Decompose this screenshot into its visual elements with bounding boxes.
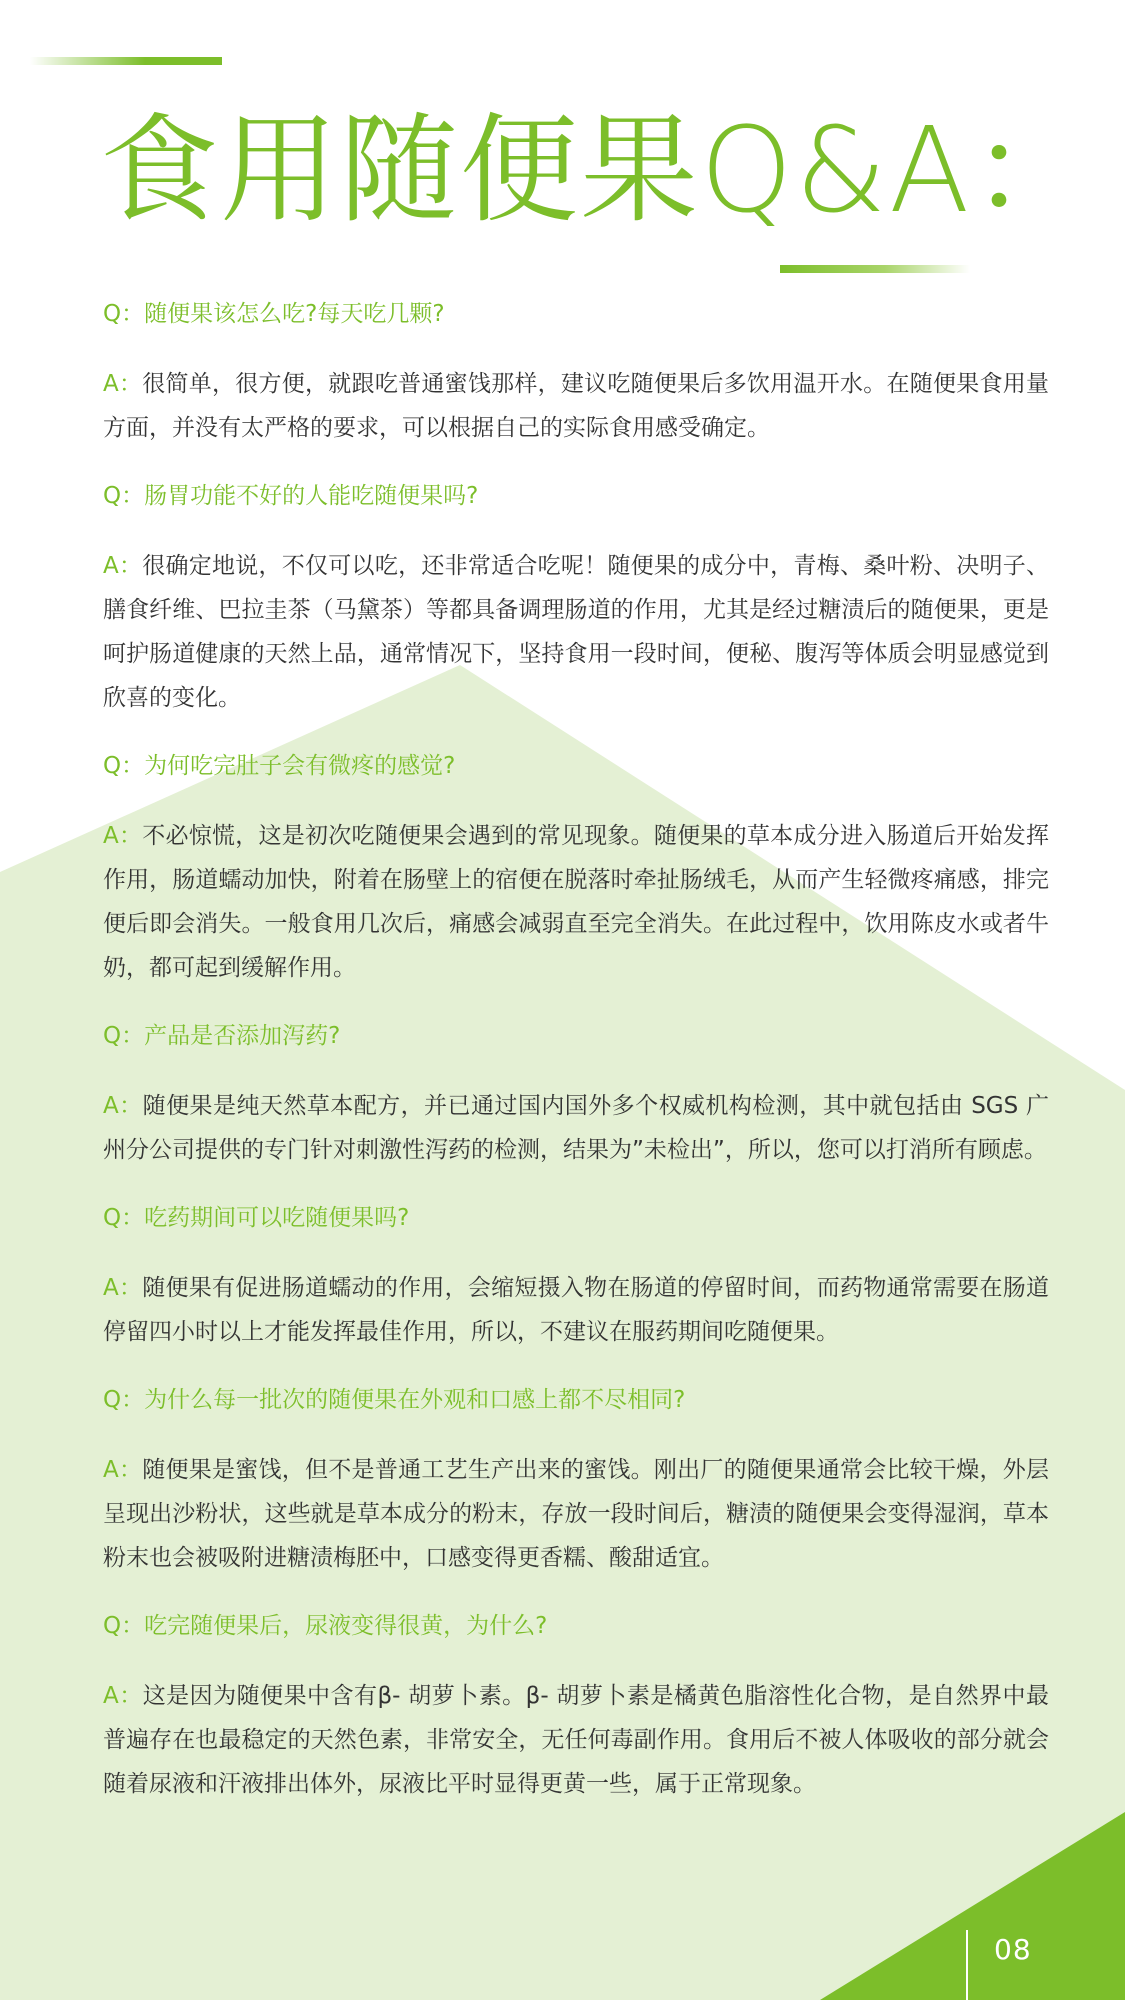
question-text: 随便果该怎么吃?每天吃几颗? [144,301,445,327]
answer-text: 这是因为随便果中含有β- 胡萝卜素。β- 胡萝卜素是橘黄色脂溶性化合物，是自然界中最普遍存在也最稳定的天然色素，非常安全，无任何毒副作用。食用后不被人体吸收的部分就会随着尿液和汗液排出体外，尿液比平时显得更黄一些，属于正常现象。 [103,1683,1050,1797]
question-prefix: Q： [103,753,145,779]
question-prefix: Q： [103,483,145,509]
question-text: 肠胃功能不好的人能吃随便果吗? [144,483,479,509]
answer-prefix: A： [103,1457,143,1483]
answer-text: 很确定地说，不仅可以吃，还非常适合吃呢！随便果的成分中，青梅、桑叶粉、决明子、膳食纤维、巴拉圭茶（马黛茶）等都具备调理肠道的作用，尤其是经过糖渍后的随便果，更是呵护肠道健康的天然上品，通常情况下，坚持食用一段时间，便秘、腹泻等体质会明显感觉到欣喜的变化。 [103,553,1050,711]
answer-prefix: A： [103,1683,143,1709]
question [103,1382,1049,1418]
answer-prefix: A： [103,371,143,397]
answer-text: 不必惊慌，这是初次吃随便果会遇到的常见现象。随便果的草本成分进入肠道后开始发挥作用，肠道蠕动加快，附着在肠壁上的宿便在脱落时牵扯肠绒毛，从而产生轻微疼痛感，排完便后即会消失。一般食用几次后，痛感会减弱直至完全消失。在此过程中，饮用陈皮水或者牛奶，都可起到缓解作用。 [103,823,1050,981]
answer [103,1674,1049,1806]
question [103,1608,1049,1644]
qa-item [103,478,1049,720]
qa-list [103,296,1049,1834]
qa-item [103,1608,1049,1806]
answer-text: 随便果是蜜饯，但不是普通工艺生产出来的蜜饯。刚出厂的随便果通常会比较干燥，外层呈现出沙粉状，这些就是草本成分的粉末，存放一段时间后，糖渍的随便果会变得湿润，草本粉末也会被吸附进糖渍梅胚中，口感变得更香糯、酸甜适宜。 [103,1457,1050,1571]
question [103,296,1049,332]
question-prefix: Q： [103,1387,145,1413]
question [103,478,1049,514]
title-underline-decoration [780,265,970,273]
answer-prefix: A： [103,823,143,849]
page-title: 食用随便果Q&A： [100,101,1092,239]
answer [103,1448,1049,1580]
question-prefix: Q： [103,301,145,327]
question-prefix: Q： [103,1023,145,1049]
answer [103,1084,1049,1172]
qa-item [103,748,1049,990]
answer-prefix: A： [103,553,143,579]
answer-prefix: A： [103,1093,143,1119]
answer-text: 随便果有促进肠道蠕动的作用，会缩短摄入物在肠道的停留时间，而药物通常需要在肠道停留四小时以上才能发挥最佳作用，所以，不建议在服药期间吃随便果。 [103,1275,1050,1345]
qa-item [103,1382,1049,1580]
question-text: 吃药期间可以吃随便果吗? [144,1205,410,1231]
question [103,1018,1049,1054]
question-text: 产品是否添加泻药? [144,1023,341,1049]
answer-text: 随便果是纯天然草本配方，并已通过国内国外多个权威机构检测，其中就包括由 SGS 广州分公司提供的专门针对刺激性泻药的检测，结果为”未检出”，所以，您可以打消所有顾虑。 [103,1093,1049,1163]
qa-item [103,296,1049,450]
top-decorative-line [30,57,222,65]
question-prefix: Q： [103,1205,145,1231]
question [103,748,1049,784]
qa-item [103,1018,1049,1172]
question-prefix: Q： [103,1613,145,1639]
qa-item [103,1200,1049,1354]
answer-prefix: A： [103,1275,143,1301]
page-number-divider [966,1930,968,2000]
answer-text: 很简单，很方便，就跟吃普通蜜饯那样，建议吃随便果后多饮用温开水。在随便果食用量方面，并没有太严格的要求，可以根据自己的实际食用感受确定。 [103,371,1050,441]
answer [103,814,1049,990]
question-text: 为什么每一批次的随便果在外观和口感上都不尽相同? [144,1387,686,1413]
question [103,1200,1049,1236]
answer [103,544,1049,720]
answer [103,362,1049,450]
question-text: 吃完随便果后，尿液变得很黄，为什么? [144,1613,548,1639]
question-text: 为何吃完肚子会有微疼的感觉? [144,753,456,779]
page-number: 08 [994,1933,1032,1966]
answer [103,1266,1049,1354]
